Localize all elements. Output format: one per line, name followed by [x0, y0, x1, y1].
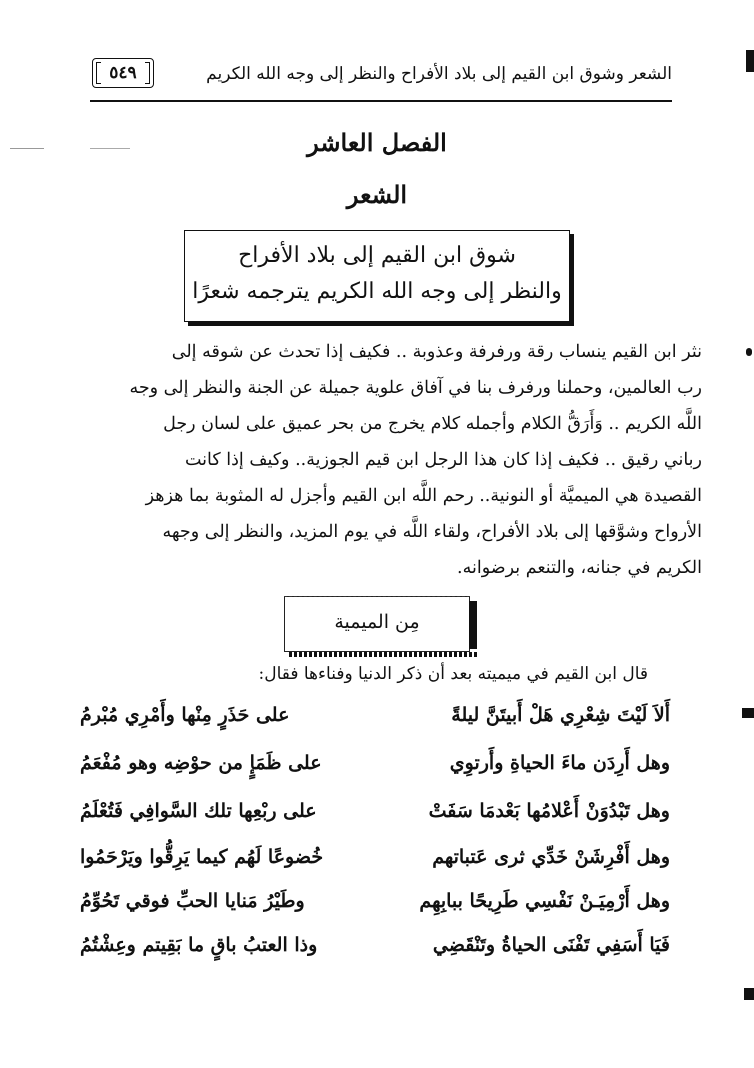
paragraph-line: رباني رقيق .. فكيف إذا كان هذا الرجل ابن قيم الجوزية.. وكيف إذا كانت — [184, 450, 702, 470]
page-number: ٥٤٩ — [92, 58, 154, 88]
scan-edge-mark — [746, 50, 754, 72]
page-header — [90, 54, 672, 98]
poem-verse — [80, 800, 670, 840]
sub-heading-bottom-bar — [289, 652, 477, 657]
verse-first-hemistich: وهل أَرْمِيَـنْ نَفْسِي طَرِيحًا ببابِهِم — [419, 890, 670, 912]
poem-verse — [80, 846, 670, 886]
poem-verse — [80, 752, 670, 792]
framed-title-line-2: والنظر إلى وجه الله الكريم يترجمه شعرًا — [192, 279, 562, 304]
scan-dotted-mark — [10, 148, 44, 149]
framed-title-line-1: شوق ابن القيم إلى بلاد الأفراح — [238, 243, 516, 268]
framed-title-box — [184, 230, 570, 322]
sub-heading-side-bar — [469, 601, 477, 649]
verse-first-hemistich: وهل أَفْرِشَنْ خَدِّي ثرى عَتباتهم — [432, 846, 670, 868]
verse-second-hemistich: خُضوعًا لَهُم كيما يَرِقُّوا ويَرْحَمُوا — [80, 846, 324, 868]
verse-first-hemistich: فَيَا أَسَفِي تَفْنَى الحياةُ وتَنْقَضِي — [432, 934, 670, 956]
poem-verse — [80, 934, 670, 974]
paragraph-line: الكريم في جنانه، والتنعم برضوانه. — [457, 558, 702, 578]
verse-second-hemistich: على حَذَرٍ مِنْها وأَمْرِي مُبْرمُ — [80, 704, 290, 726]
scan-edge-mark — [742, 708, 754, 718]
poem-verse — [80, 890, 670, 930]
scan-dotted-mark — [90, 148, 130, 149]
scan-edge-mark — [744, 988, 754, 1000]
paragraph-line: نثر ابن القيم ينساب رقة ورفرفة وعذوبة .. فكيف إذا تحدث عن شوقه إلى — [171, 342, 702, 362]
paragraph-line: الأرواح وشوَّقها إلى بلاد الأفراح، ولقاء اللَّه في يوم المزيد، والنظر إلى وجهه — [162, 522, 702, 542]
sub-heading-box — [284, 596, 470, 652]
chapter-title: الفصل العاشر — [307, 128, 447, 157]
verse-second-hemistich: وذا العتبُ باقٍ ما بَقِيتم وعِشْتُمُ — [80, 934, 318, 956]
poem-intro: قال ابن القيم في ميميته بعد أن ذكر الدنيا وفناءها فقال: — [258, 664, 648, 684]
sub-heading: مِن الميمية — [334, 611, 420, 633]
verse-first-hemistich: وهل أَرِدَن ماءَ الحياةِ وأَرتوِي — [449, 752, 670, 774]
scan-edge-mark — [746, 348, 752, 356]
header-rule — [90, 100, 672, 102]
verse-first-hemistich: وهل تَبْدُوَنْ أَعْلامُها بَعْدمَا سَفَتْ — [428, 800, 670, 822]
running-title: الشعر وشوق ابن القيم إلى بلاد الأفراح والنظر إلى وجه الله الكريم — [206, 64, 672, 84]
paragraph-line: اللَّه الكريم .. وَأَرَقُّ الكلام وأجمله كلام يخرج من بحر عميق على لسان رجل — [163, 414, 702, 434]
verse-first-hemistich: أَلاَ لَيْتَ شِعْرِي هَلْ أَبيتَنَّ ليلةً — [451, 704, 670, 726]
verse-second-hemistich: وطَيْرُ مَنايا الحبِّ فوقي تَحُوِّمُ — [80, 890, 305, 912]
sub-heading-top-rule — [284, 596, 470, 597]
verse-second-hemistich: على ظَمَإٍ من حوْضِه وهو مُفْعَمُ — [80, 752, 322, 774]
verse-second-hemistich: على ربْعِها تلك السَّوافِي فَتُعْلَمُ — [80, 800, 317, 822]
paragraph-line: القصيدة هي الميميَّة أو النونية.. رحم اللَّه ابن القيم وأجزل له المثوبة بما هزهز — [145, 486, 702, 506]
paragraph-line: رب العالمين، وحملنا ورفرف بنا في آفاق علوية جميلة عن الجنة والنظر إلى وجه — [129, 378, 702, 398]
section-title: الشعر — [346, 180, 408, 209]
poem-verse — [80, 704, 670, 744]
